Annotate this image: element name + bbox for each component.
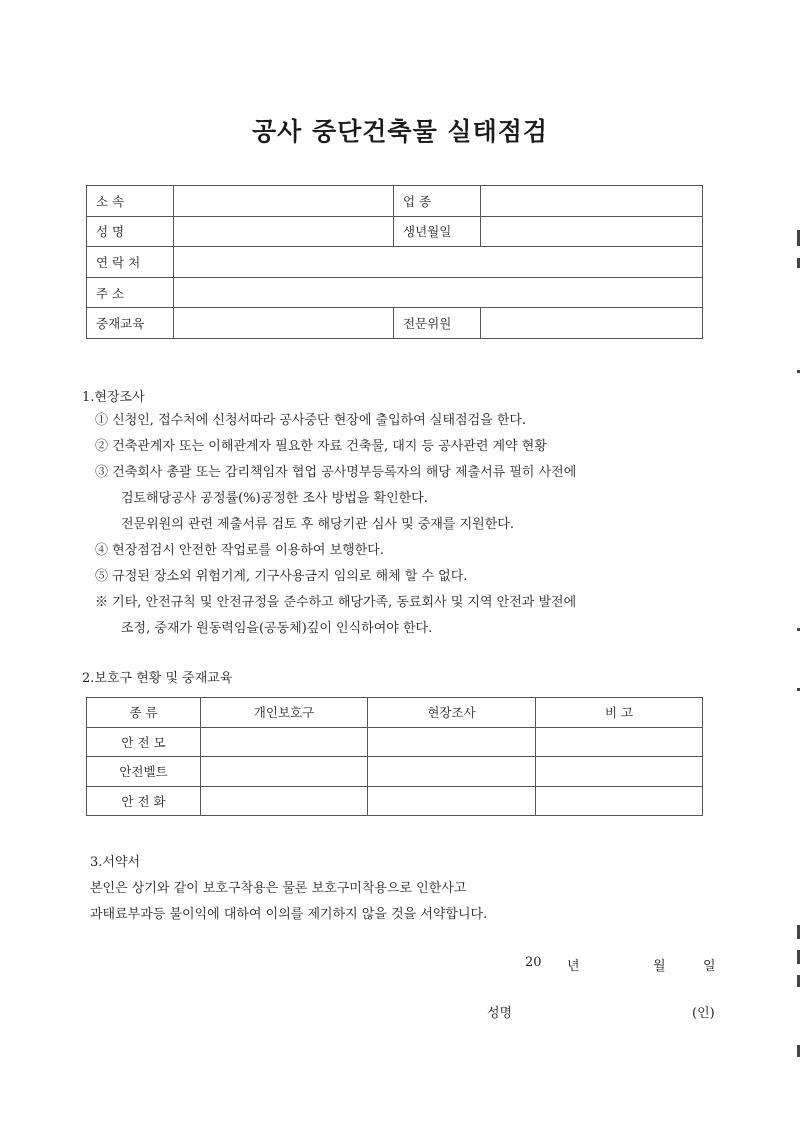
pledge-line: 과태료부과등 불이익에 대하여 이의를 제기하지 않을 것을 서약합니다. bbox=[90, 907, 488, 922]
list-item: ① 신청인, 접수처에 신청서따라 공사중단 현장에 출입하여 실태점검을 한다. bbox=[95, 413, 527, 428]
mediation-edu-field[interactable] bbox=[174, 308, 394, 339]
shoes-survey-cell[interactable] bbox=[368, 786, 536, 816]
belt-personal-cell[interactable] bbox=[201, 757, 368, 787]
industry-label: 업 종 bbox=[394, 186, 481, 217]
table-row bbox=[87, 216, 703, 247]
table-row bbox=[87, 727, 703, 757]
list-item: 전문위원의 관련 제출서류 검토 후 해당기관 심사 및 중재를 지원한다. bbox=[121, 517, 514, 532]
address-field[interactable] bbox=[174, 277, 703, 308]
section3-heading: 3.서약서 bbox=[90, 855, 141, 870]
section2-heading: 2.보호구 현황 및 중재교육 bbox=[82, 671, 233, 686]
helmet-remarks-cell[interactable] bbox=[536, 727, 703, 757]
contact-field[interactable] bbox=[174, 247, 703, 278]
list-item: 검토해당공사 공정률(%)공정한 조사 방법을 확인한다. bbox=[121, 491, 428, 506]
list-item: ③ 건축회사 총괄 또는 감리책임자 협업 공사명부등록자의 해당 제출서류 필히 사전에 bbox=[95, 465, 577, 480]
helmet-personal-cell[interactable] bbox=[201, 727, 368, 757]
table-row bbox=[87, 698, 703, 728]
section1-heading: 1.현장조사 bbox=[82, 390, 145, 405]
date-month-unit: 월 bbox=[653, 959, 666, 974]
table-row bbox=[87, 247, 703, 278]
list-item: ※ 기타, 안전규칙 및 안전규정을 준수하고 해당가족, 동료회사 및 지역 안전과 발전에 bbox=[95, 595, 577, 610]
belt-survey-cell[interactable] bbox=[368, 757, 536, 787]
table-row bbox=[87, 308, 703, 339]
list-item: ⑤ 규정된 장소외 위험기계, 기구사용금지 임의로 해체 할 수 없다. bbox=[95, 569, 468, 584]
shoes-personal-cell[interactable] bbox=[201, 786, 368, 816]
col-header-remarks: 비 고 bbox=[536, 698, 703, 728]
date-day-unit: 일 bbox=[703, 959, 716, 974]
birthdate-field[interactable] bbox=[481, 216, 703, 247]
date-year-unit: 년 bbox=[567, 959, 580, 974]
protective-gear-table bbox=[86, 697, 703, 816]
row-label-safety-belt: 안전벨트 bbox=[87, 757, 201, 787]
mediation-edu-label: 중재교육 bbox=[87, 308, 174, 339]
col-header-personal-gear: 개인보호구 bbox=[201, 698, 368, 728]
date-year: 20 bbox=[525, 955, 542, 970]
contact-label: 연 락 처 bbox=[87, 247, 174, 278]
list-item: 조정, 중재가 원동력임을(공동체)깊이 인식하여야 한다. bbox=[121, 621, 433, 636]
applicant-info-table bbox=[86, 185, 703, 339]
affiliation-label: 소 속 bbox=[87, 186, 174, 217]
helmet-survey-cell[interactable] bbox=[368, 727, 536, 757]
signature-label: 성명 bbox=[487, 1006, 513, 1021]
table-row bbox=[87, 757, 703, 787]
industry-field[interactable] bbox=[481, 186, 703, 217]
expert-label: 전문위원 bbox=[394, 308, 481, 339]
table-row bbox=[87, 186, 703, 217]
seal-mark: (인) bbox=[692, 1006, 715, 1021]
name-label: 성 명 bbox=[87, 216, 174, 247]
table-row bbox=[87, 786, 703, 816]
row-label-helmet: 안 전 모 bbox=[87, 727, 201, 757]
page-title: 공사 중단건축물 실태점검 bbox=[251, 117, 549, 146]
affiliation-field[interactable] bbox=[174, 186, 394, 217]
list-item: ④ 현장점검시 안전한 작업로를 이용하여 보행한다. bbox=[95, 543, 384, 558]
address-label: 주 소 bbox=[87, 277, 174, 308]
expert-field[interactable] bbox=[481, 308, 703, 339]
list-item: ② 건축관계자 또는 이해관계자 필요한 자료 건축물, 대지 등 공사관련 계약 현황 bbox=[95, 439, 547, 454]
row-label-safety-shoes: 안 전 화 bbox=[87, 786, 201, 816]
belt-remarks-cell[interactable] bbox=[536, 757, 703, 787]
pledge-line: 본인은 상기와 같이 보호구착용은 물론 보호구미착용으로 인한사고 bbox=[90, 881, 467, 896]
shoes-remarks-cell[interactable] bbox=[536, 786, 703, 816]
col-header-type: 종 류 bbox=[87, 698, 201, 728]
name-field[interactable] bbox=[174, 216, 394, 247]
birthdate-label: 생년월일 bbox=[394, 216, 481, 247]
table-row bbox=[87, 277, 703, 308]
col-header-site-survey: 현장조사 bbox=[368, 698, 536, 728]
